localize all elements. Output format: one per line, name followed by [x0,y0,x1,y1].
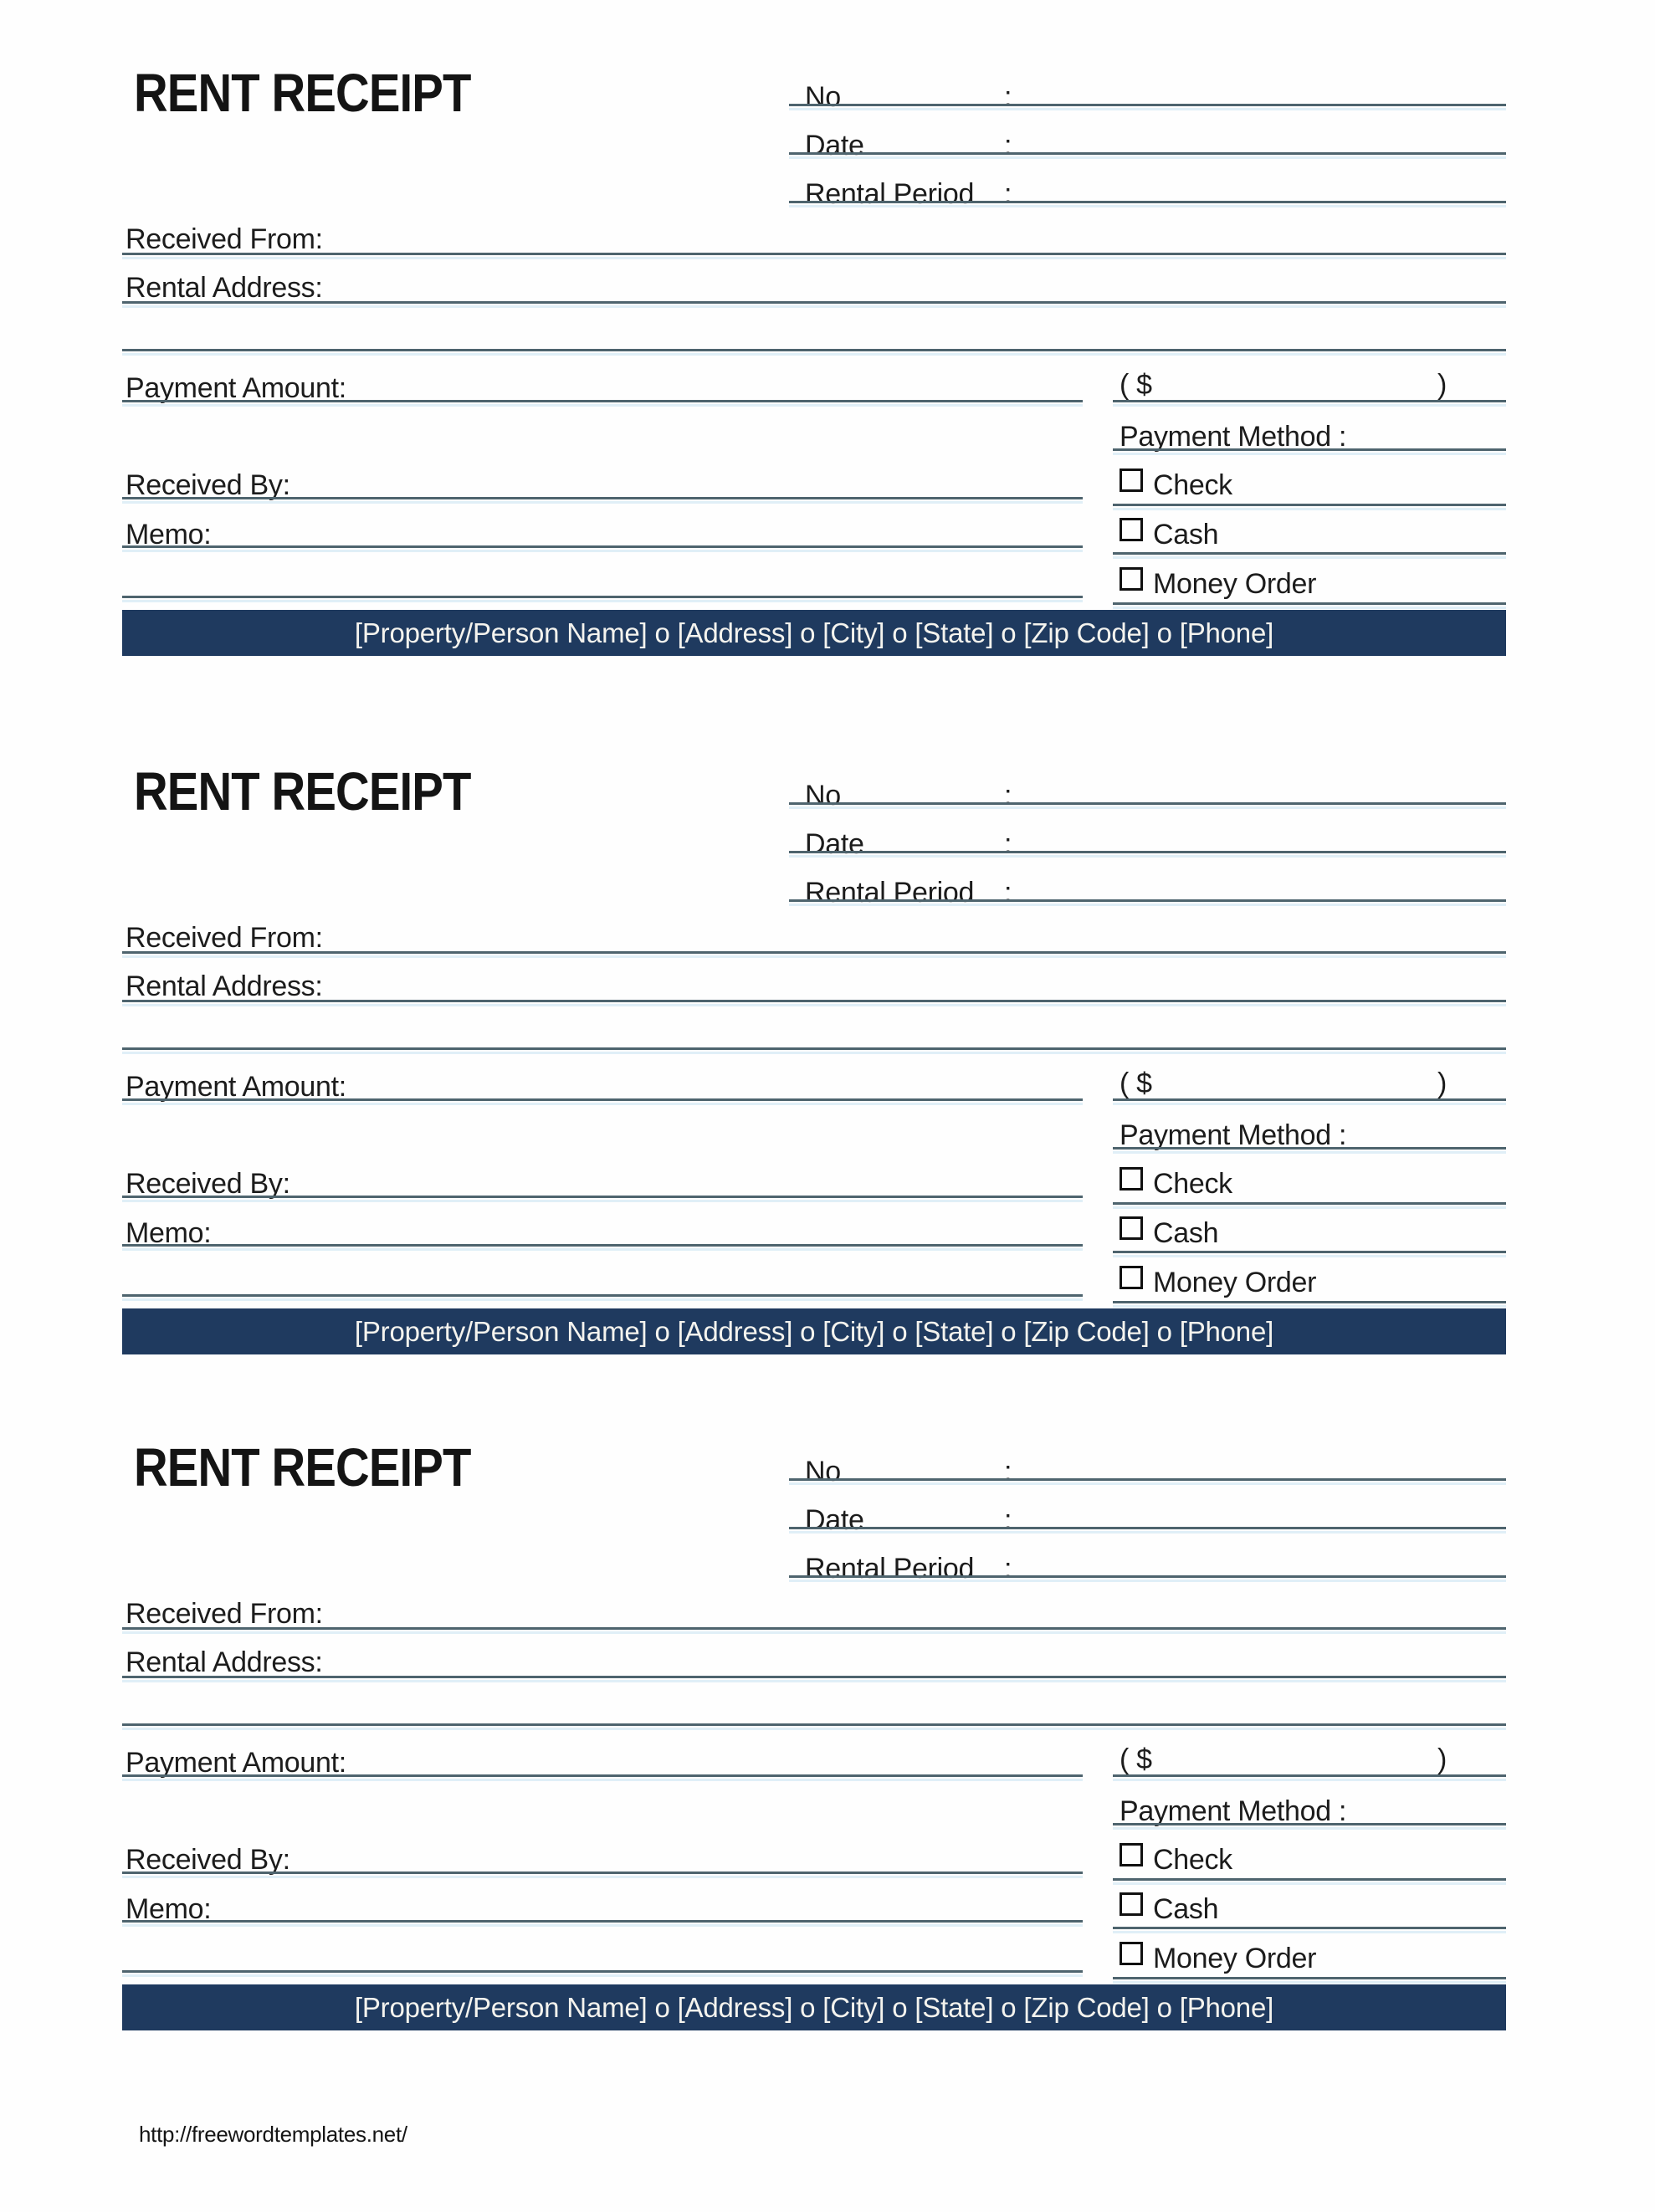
rental-period-input-line[interactable] [789,899,1506,902]
date-label: Date [805,130,864,161]
no-label: No [805,1456,841,1487]
date-input-line[interactable] [789,851,1506,853]
check-checkbox[interactable] [1120,1843,1143,1866]
payment-method-line [1113,448,1506,451]
rental-period-label: Rental Period [805,1553,975,1585]
rental-period-colon: : [1004,877,1012,909]
received-by-label: Received By: [126,1168,290,1200]
rental-period-label: Rental Period [805,178,975,210]
no-input-line[interactable] [789,1478,1506,1481]
rental-address-label: Rental Address: [126,1646,323,1678]
no-colon: : [1004,1456,1012,1487]
amount-paren-open: ( $ [1120,1068,1152,1099]
memo-extra-input-line[interactable] [122,596,1083,598]
check-row-line [1113,1878,1506,1881]
money-order-checkbox[interactable] [1120,1942,1143,1965]
check-label: Check [1153,469,1232,501]
source-url[interactable]: http://freewordtemplates.net/ [139,2122,407,2147]
check-label: Check [1153,1844,1232,1876]
cash-row-line [1113,552,1506,555]
rent-receipt-section [122,1437,1506,2030]
rental-address-label: Rental Address: [126,272,323,304]
receipt-title: RENT RECEIPT [134,1437,471,1498]
memo-input-line[interactable] [122,1920,1083,1923]
received-by-input-line[interactable] [122,1196,1083,1198]
payment-amount-label: Payment Amount: [126,1747,346,1779]
check-row-line [1113,1202,1506,1205]
no-colon: : [1004,780,1012,812]
payment-amount-label: Payment Amount: [126,1071,346,1103]
payment-amount-input-line[interactable] [122,1774,1083,1777]
memo-extra-input-line[interactable] [122,1294,1083,1297]
rental-address-label: Rental Address: [126,970,323,1002]
payment-method-label: Payment Method : [1120,1119,1347,1151]
memo-extra-input-line[interactable] [122,1970,1083,1973]
received-by-input-line[interactable] [122,1871,1083,1874]
money-order-label: Money Order [1153,1267,1317,1298]
document-page [0,63,1655,2212]
date-colon: : [1004,130,1012,161]
rent-receipt-section [122,761,1506,1354]
date-input-line[interactable] [789,152,1506,155]
date-colon: : [1004,828,1012,860]
rental-period-colon: : [1004,1553,1012,1585]
contact-info-bar [122,1984,1506,2030]
amount-numeric-input-line[interactable] [1113,1774,1506,1777]
money-order-label: Money Order [1153,568,1317,600]
rental-address-input-line[interactable] [122,1000,1506,1002]
payment-amount-input-line[interactable] [122,1098,1083,1101]
date-label: Date [805,828,864,860]
contact-info-text: [Property/Person Name] o [Address] o [City] o [State] o [Zip Code] o [Phone] [354,617,1274,648]
cash-row-line [1113,1927,1506,1929]
memo-input-line[interactable] [122,545,1083,548]
cash-checkbox[interactable] [1120,1216,1143,1240]
check-label: Check [1153,1168,1232,1200]
no-input-line[interactable] [789,104,1506,106]
received-by-input-line[interactable] [122,497,1083,499]
receipt-title: RENT RECEIPT [134,63,471,123]
payment-amount-input-line[interactable] [122,400,1083,402]
memo-label: Memo: [126,1217,212,1249]
received-from-input-line[interactable] [122,253,1506,255]
money-order-label: Money Order [1153,1943,1317,1974]
money-order-checkbox[interactable] [1120,1266,1143,1289]
received-from-label: Received From: [126,1598,323,1630]
payment-method-line [1113,1147,1506,1150]
date-label: Date [805,1504,864,1536]
cash-label: Cash [1153,1217,1219,1249]
check-checkbox[interactable] [1120,1167,1143,1190]
memo-input-line[interactable] [122,1244,1083,1247]
rental-period-colon: : [1004,178,1012,210]
date-input-line[interactable] [789,1527,1506,1529]
contact-info-bar [122,610,1506,656]
check-checkbox[interactable] [1120,469,1143,492]
date-colon: : [1004,1504,1012,1536]
contact-info-bar [122,1308,1506,1354]
extra-input-line[interactable] [122,1723,1506,1726]
rental-period-input-line[interactable] [789,201,1506,203]
memo-label: Memo: [126,519,212,550]
check-row-line [1113,504,1506,506]
cash-checkbox[interactable] [1120,1892,1143,1916]
amount-paren-close: ) [1437,1743,1447,1775]
extra-input-line[interactable] [122,349,1506,351]
received-by-label: Received By: [126,1844,290,1876]
cash-label: Cash [1153,519,1219,550]
rental-period-input-line[interactable] [789,1575,1506,1578]
payment-amount-label: Payment Amount: [126,372,346,404]
payment-method-line [1113,1823,1506,1825]
rent-receipt-section [122,63,1506,656]
no-colon: : [1004,81,1012,113]
rental-address-input-line[interactable] [122,301,1506,304]
amount-numeric-input-line[interactable] [1113,400,1506,402]
money-order-checkbox[interactable] [1120,567,1143,591]
received-from-input-line[interactable] [122,1627,1506,1630]
amount-paren-close: ) [1437,1068,1447,1099]
amount-paren-open: ( $ [1120,1743,1152,1775]
money-order-row-line [1113,602,1506,605]
money-order-row-line [1113,1977,1506,1979]
received-from-label: Received From: [126,223,323,255]
memo-label: Memo: [126,1893,212,1925]
no-label: No [805,81,841,113]
contact-info-text: [Property/Person Name] o [Address] o [City] o [State] o [Zip Code] o [Phone] [354,1315,1274,1347]
extra-input-line[interactable] [122,1047,1506,1050]
receipt-title: RENT RECEIPT [134,761,471,822]
received-from-label: Received From: [126,922,323,954]
cash-checkbox[interactable] [1120,518,1143,541]
payment-method-label: Payment Method : [1120,421,1347,453]
cash-label: Cash [1153,1893,1219,1925]
amount-paren-open: ( $ [1120,369,1152,401]
contact-info-text: [Property/Person Name] o [Address] o [City] o [State] o [Zip Code] o [Phone] [354,1991,1274,2023]
money-order-row-line [1113,1301,1506,1303]
amount-paren-close: ) [1437,369,1447,401]
payment-method-label: Payment Method : [1120,1795,1347,1827]
receipts-container [0,63,1655,2030]
received-by-label: Received By: [126,469,290,501]
no-input-line[interactable] [789,802,1506,805]
cash-row-line [1113,1251,1506,1253]
received-from-input-line[interactable] [122,951,1506,954]
no-label: No [805,780,841,812]
rental-address-input-line[interactable] [122,1676,1506,1678]
rental-period-label: Rental Period [805,877,975,909]
amount-numeric-input-line[interactable] [1113,1098,1506,1101]
